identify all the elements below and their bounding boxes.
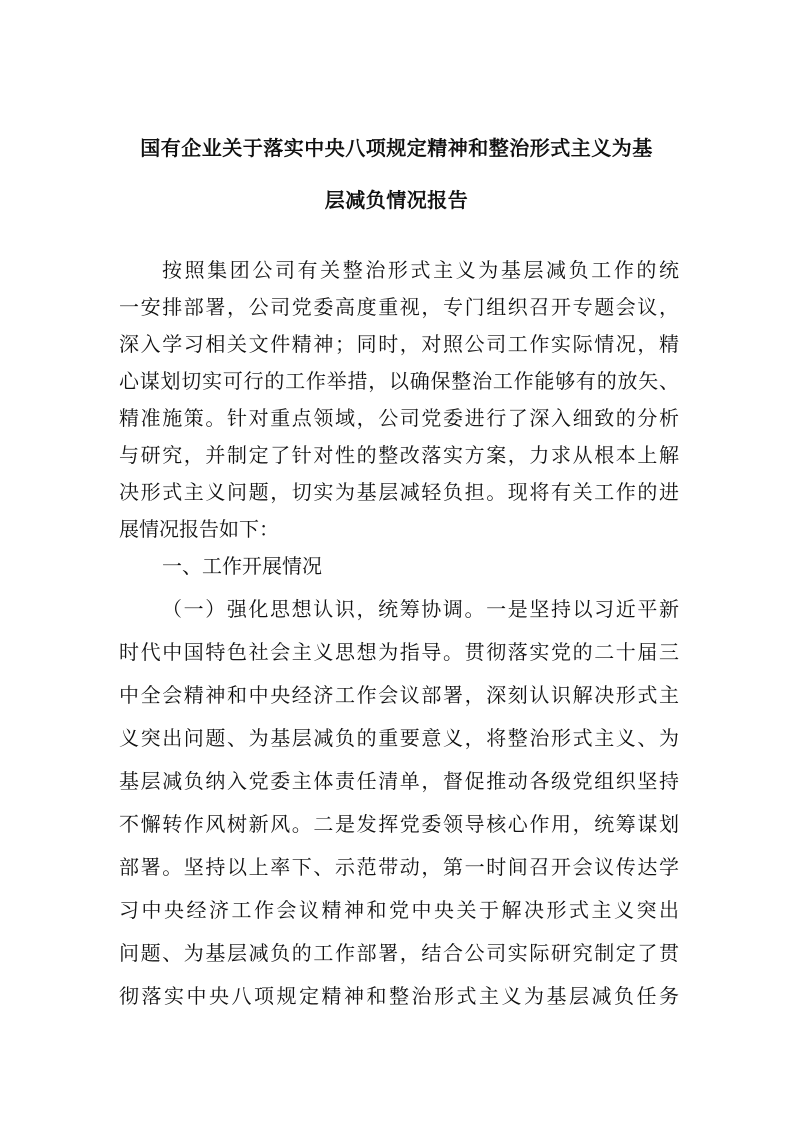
- body-line-13: 义突出问题、为基层减负的重要意义，将整治形式主义、为: [119, 726, 679, 750]
- document-title-line-1: 国有企业关于落实中央八项规定精神和整治形式主义为基: [140, 136, 653, 160]
- body-line-7: 决形式主义问题，切实为基层减轻负担。现将有关工作的进: [119, 480, 679, 504]
- body-line-2: 一安排部署，公司党委高度重视，专门组织召开专题会议，: [119, 295, 679, 319]
- body-line-12: 中全会精神和中央经济工作会议部署，深刻认识解决形式主: [119, 683, 679, 707]
- body-line-1: 按照集团公司有关整治形式主义为基层减负工作的统: [162, 258, 679, 282]
- body-line-14: 基层减负纳入党委主体责任清单，督促推动各级党组织坚持: [119, 769, 679, 793]
- document-title-line-2: 层减负情况报告: [324, 188, 469, 212]
- section-heading-1: 一、工作开展情况: [162, 554, 322, 578]
- body-line-11: 时代中国特色社会主义思想为指导。贯彻落实党的二十届三: [119, 640, 679, 664]
- body-line-10: （一）强化思想认识，统筹协调。一是坚持以习近平新: [162, 597, 679, 621]
- body-line-15: 不懈转作风树新风。二是发挥党委领导核心作用，统筹谋划: [119, 812, 679, 836]
- body-line-4: 心谋划切实可行的工作举措，以确保整治工作能够有的放矢、: [119, 369, 679, 393]
- body-line-16: 部署。坚持以上率下、示范带动，第一时间召开会议传达学: [119, 855, 679, 879]
- body-line-5: 精准施策。针对重点领域，公司党委进行了深入细致的分析: [119, 406, 679, 430]
- body-line-19: 彻落实中央八项规定精神和整治形式主义为基层减负任务: [119, 984, 679, 1008]
- body-line-18: 问题、为基层减负的工作部署，结合公司实际研究制定了贯: [119, 941, 679, 965]
- body-line-17: 习中央经济工作会议精神和党中央关于解决形式主义突出: [119, 898, 679, 922]
- body-line-8: 展情况报告如下：: [119, 517, 279, 541]
- body-line-3: 深入学习相关文件精神；同时，对照公司工作实际情况，精: [119, 332, 679, 356]
- body-line-6: 与研究，并制定了针对性的整改落实方案，力求从根本上解: [119, 443, 679, 467]
